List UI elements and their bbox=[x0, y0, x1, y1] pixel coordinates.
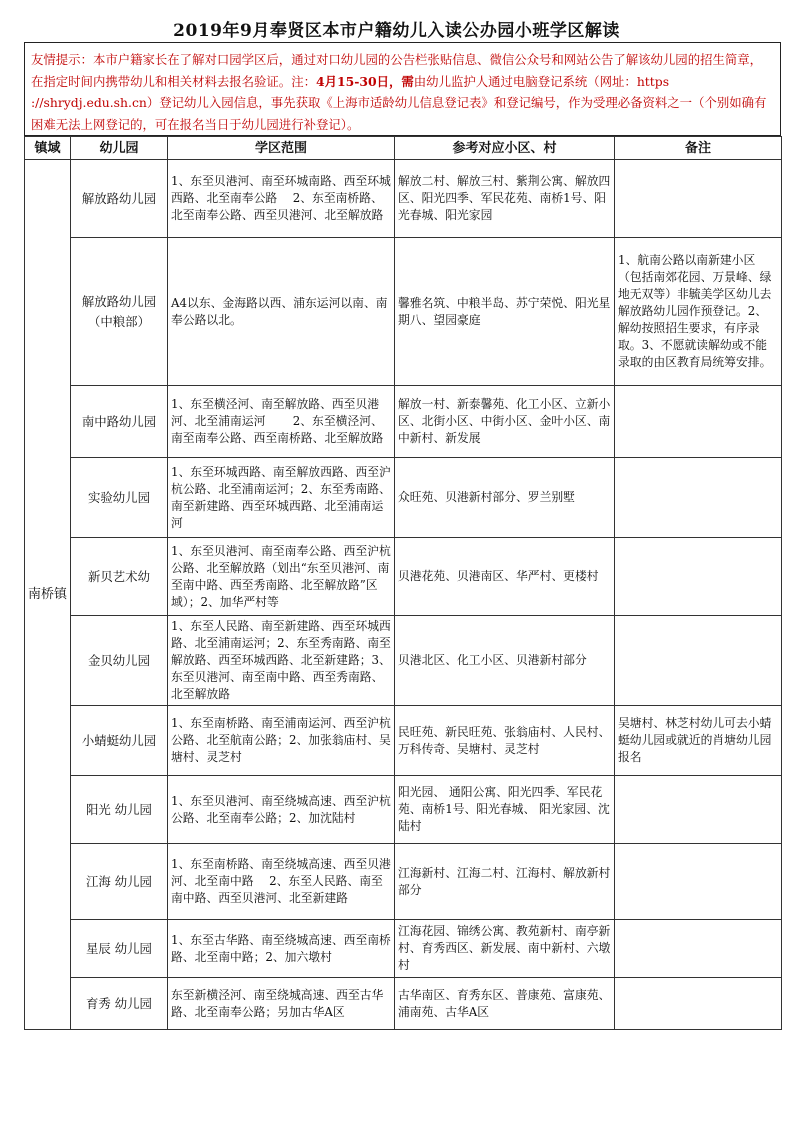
note-cell bbox=[615, 844, 782, 920]
notice-text-part2: 由幼儿监护人通过电脑登记系统（网址：https ://shrydj.edu.sh.cn）登记幼儿入园信息，事先获取《上海市适龄幼儿信息登记表》和登记编号，作为受理必备资料之一（个别如确有困难无法上网登记的，可在报名当日于幼儿园进行补登记）。 bbox=[31, 73, 767, 132]
kindergarten-name: 解放路幼儿园 bbox=[71, 160, 168, 238]
header-scope: 学区范围 bbox=[168, 137, 395, 160]
communities-cell: 解放一村、新泰馨苑、化工小区、立新小区、北街小区、中街小区、金叶小区、南中新村、新发展 bbox=[395, 386, 615, 458]
note-cell: 吴塘村、林芝村幼儿可去小蜻蜓幼儿园或就近的肖塘幼儿园报名 bbox=[615, 706, 782, 776]
kindergarten-name: 解放路幼儿园（中粮部） bbox=[71, 238, 168, 386]
table-row bbox=[25, 978, 782, 1030]
table-row bbox=[25, 386, 782, 458]
notice-box bbox=[24, 42, 781, 136]
kindergarten-name: 小蜻蜓幼儿园 bbox=[71, 706, 168, 776]
kindergarten-name: 星辰 幼儿园 bbox=[71, 920, 168, 978]
header-note: 备注 bbox=[615, 137, 782, 160]
scope-cell: 1、东至贝港河、南至绕城高速、西至沪杭公路、北至南奉公路；2、加沈陆村 bbox=[168, 776, 395, 844]
table-row bbox=[25, 458, 782, 538]
communities-cell: 民旺苑、新民旺苑、张翁庙村、人民村、万科传奇、吴塘村、灵芝村 bbox=[395, 706, 615, 776]
scope-cell: 1、东至人民路、南至新建路、西至环城西路、北至浦南运河；2、东至秀南路、南至解放路、西至环城西路、北至新建路；3、东至贝港河、南至南中路、西至秀南路、北至解放路 bbox=[168, 616, 395, 706]
notice-highlight: 4月15-30日，需 bbox=[315, 73, 414, 89]
kindergarten-name: 新贝艺术幼 bbox=[71, 538, 168, 616]
communities-cell: 众旺苑、贝港新村部分、罗兰别墅 bbox=[395, 458, 615, 538]
communities-cell: 阳光园、 通阳公寓、阳光四季、军民花苑、南桥1号、阳光春城、 阳光家园、沈陆村 bbox=[395, 776, 615, 844]
town-cell: 南桥镇 bbox=[25, 160, 71, 1030]
scope-cell: 1、东至环城西路、南至解放西路、西至沪杭公路、北至浦南运河；2、东至秀南路、南至新建路、西至环城西路、北至浦南运河 bbox=[168, 458, 395, 538]
header-kindergarten: 幼儿园 bbox=[71, 137, 168, 160]
communities-cell: 江海新村、江海二村、江海村、解放新村部分 bbox=[395, 844, 615, 920]
note-cell bbox=[615, 920, 782, 978]
note-cell bbox=[615, 386, 782, 458]
table-row bbox=[25, 844, 782, 920]
kindergarten-name: 金贝幼儿园 bbox=[71, 616, 168, 706]
note-cell bbox=[615, 978, 782, 1030]
scope-cell: 1、东至南桥路、南至绕城高速、西至贝港河、北至南中路 2、东至人民路、南至南中路、西至贝港河、北至新建路 bbox=[168, 844, 395, 920]
scope-cell: 1、东至古华路、南至绕城高速、西至南桥路、北至南中路；2、加六墩村 bbox=[168, 920, 395, 978]
scope-cell: 1、东至南桥路、南至浦南运河、西至沪杭公路、北至航南公路；2、加张翁庙村、吴塘村、灵芝村 bbox=[168, 706, 395, 776]
kindergarten-name: 江海 幼儿园 bbox=[71, 844, 168, 920]
notice-text-part1: 友情提示：本市户籍家长在了解对口园学区后，通过对口幼儿园的公告栏张贴信息、微信公众号和网站公告了解该幼儿园的招生简章，在指定时间内携带幼儿和相关材料去报名验证。注： bbox=[31, 52, 763, 89]
kindergarten-name: 育秀 幼儿园 bbox=[71, 978, 168, 1030]
communities-cell: 解放二村、解放三村、紫荆公寓、解放四区、阳光四季、军民花苑、南桥1号、阳光春城、阳光家园 bbox=[395, 160, 615, 238]
scope-cell: A4以东、金海路以西、浦东运河以南、南奉公路以北。 bbox=[168, 238, 395, 386]
communities-cell: 古华南区、育秀东区、普康苑、富康苑、浦南苑、古华A区 bbox=[395, 978, 615, 1030]
communities-cell: 馨雅名筑、中粮半岛、苏宁荣悦、阳光星期八、望园豪庭 bbox=[395, 238, 615, 386]
note-cell bbox=[615, 776, 782, 844]
note-cell bbox=[615, 458, 782, 538]
communities-cell: 贝港花苑、贝港南区、华严村、更楼村 bbox=[395, 538, 615, 616]
scope-cell: 1、东至贝港河、南至南奉公路、西至沪杭公路、北至解放路（划出“东至贝港河、南至南中路、西至秀南路、北至解放路”区域）；2、加华严村等 bbox=[168, 538, 395, 616]
scope-cell: 1、东至横泾河、南至解放路、西至贝港河、北至浦南运河 2、东至横泾河、南至南奉公路、西至南桥路、北至解放路 bbox=[168, 386, 395, 458]
table-row bbox=[25, 776, 782, 844]
table-row bbox=[25, 160, 782, 238]
note-cell bbox=[615, 160, 782, 238]
communities-cell: 江海花园、锦绣公寓、教苑新村、南亭新村、育秀西区、新发展、南中新村、六墩村 bbox=[395, 920, 615, 978]
scope-cell: 1、东至贝港河、南至环城南路、西至环城西路、北至南奉公路 2、东至南桥路、北至南奉公路、西至贝港河、北至解放路 bbox=[168, 160, 395, 238]
scope-cell: 东至新横泾河、南至绕城高速、西至古华路、北至南奉公路；另加古华A区 bbox=[168, 978, 395, 1030]
table-row bbox=[25, 538, 782, 616]
table-row bbox=[25, 616, 782, 706]
table-header-row bbox=[25, 137, 782, 160]
note-cell bbox=[615, 538, 782, 616]
note-cell bbox=[615, 616, 782, 706]
table-row bbox=[25, 706, 782, 776]
table-row bbox=[25, 238, 782, 386]
kindergarten-name: 实验幼儿园 bbox=[71, 458, 168, 538]
header-communities: 参考对应小区、村 bbox=[395, 137, 615, 160]
kindergarten-name: 南中路幼儿园 bbox=[71, 386, 168, 458]
district-table bbox=[24, 136, 782, 1030]
communities-cell: 贝港北区、化工小区、贝港新村部分 bbox=[395, 616, 615, 706]
note-cell: 1、航南公路以南新建小区（包括南郊花园、万景峰、绿地无双等）非毓美学区幼儿去解放路幼儿园作预登记。2、解幼按照招生要求，有序录取。3、不愿就读解幼或不能录取的由区教育局统筹安排。 bbox=[615, 238, 782, 386]
page-title: 2019年9月奉贤区本市户籍幼儿入读公办园小班学区解读 bbox=[173, 21, 620, 41]
kindergarten-name: 阳光 幼儿园 bbox=[71, 776, 168, 844]
header-town: 镇域 bbox=[25, 137, 71, 160]
table-row bbox=[25, 920, 782, 978]
